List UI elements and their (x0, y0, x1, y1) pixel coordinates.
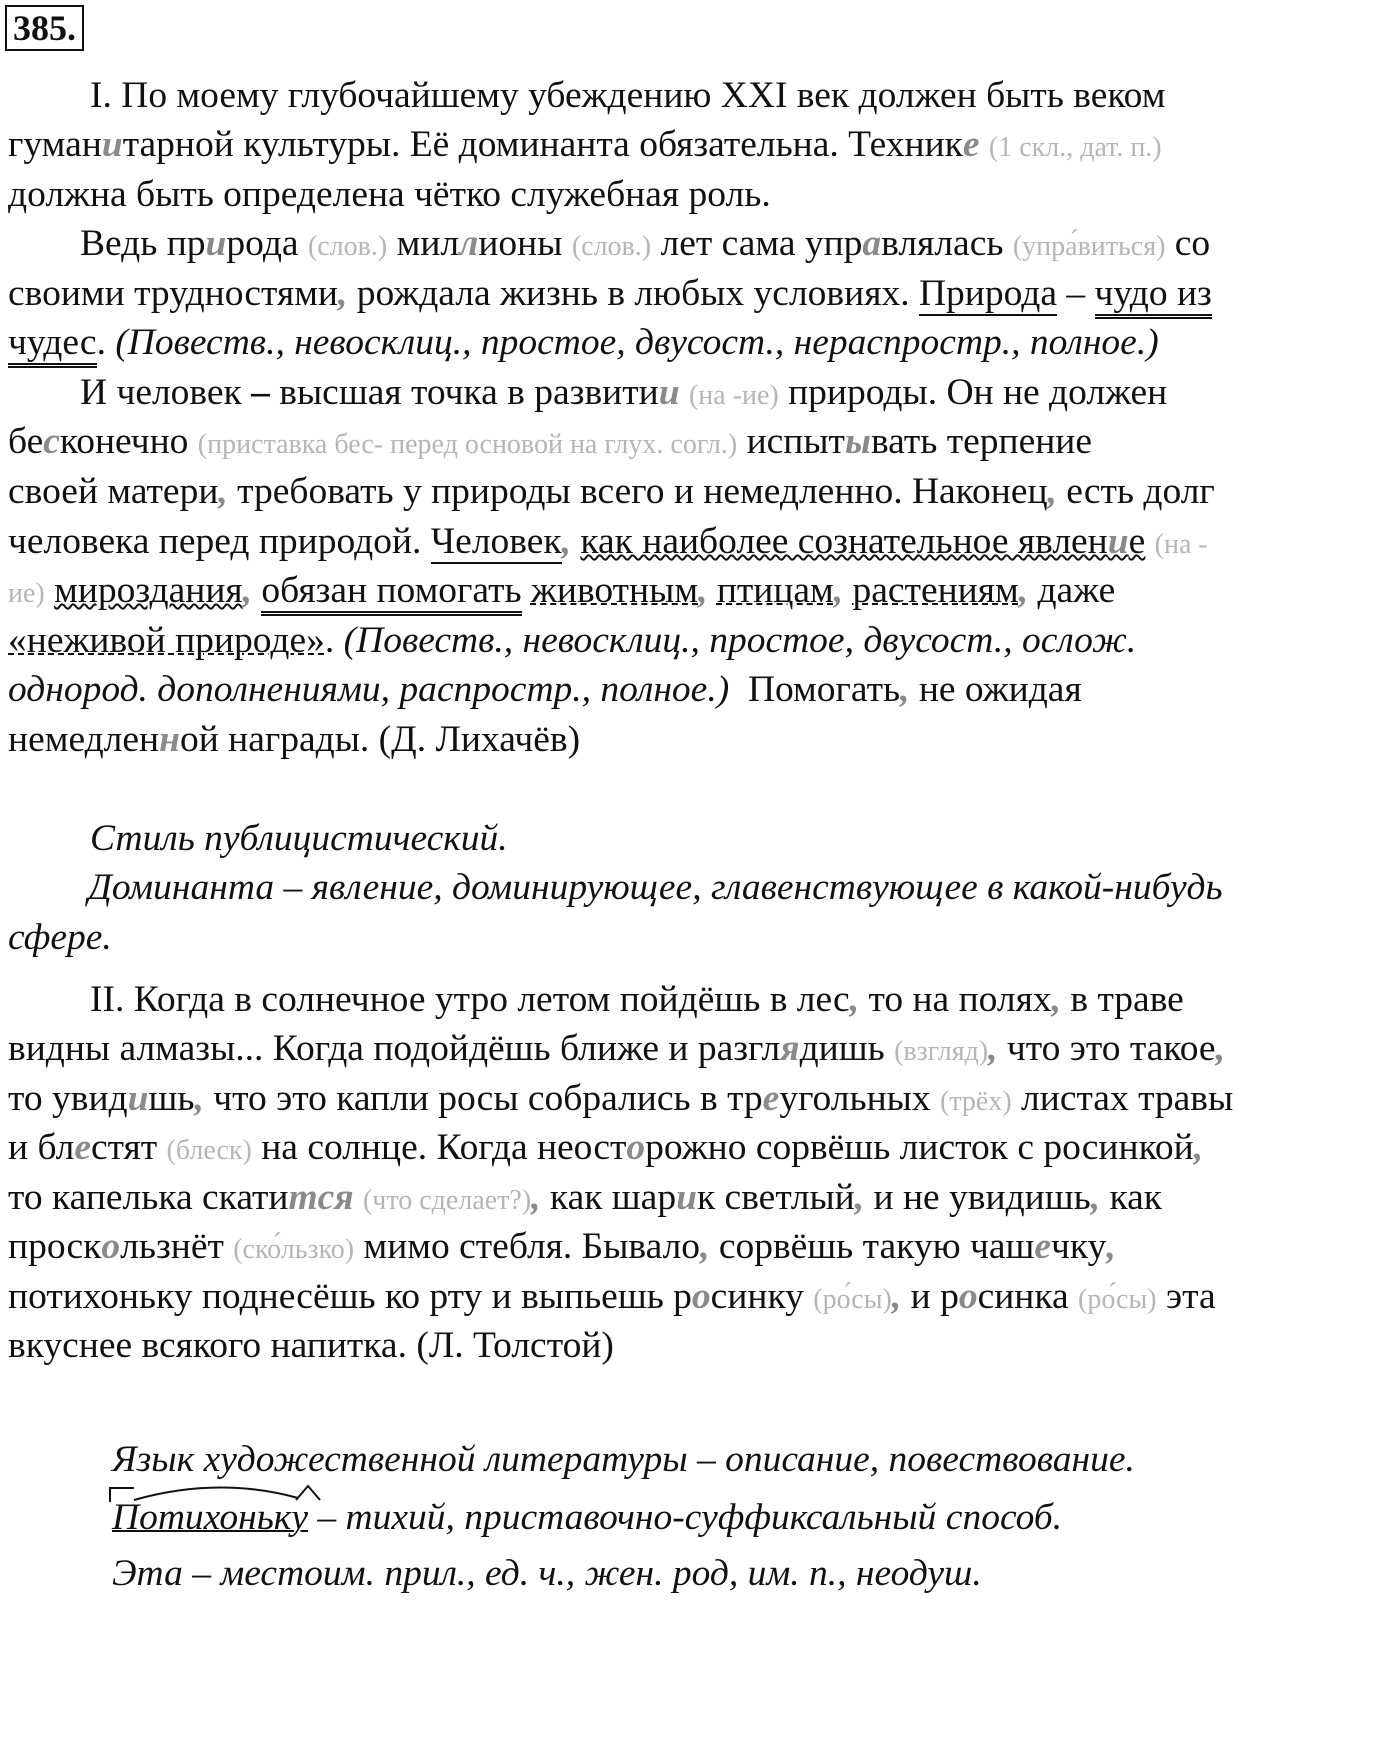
grammar-note: (приставка бес- перед основой на глух. согл.) (197, 429, 738, 460)
sentence-analysis: однород. дополнениями, распростр., полное.) (8, 669, 730, 710)
object: «неживой природе» (8, 620, 325, 661)
predicate: чудес (8, 322, 97, 368)
orthogram: е (762, 1078, 780, 1119)
orthogram: о (691, 1276, 711, 1317)
grammar-note: (1 скл., дат. п.) (988, 132, 1162, 163)
punctuation-mark: , (242, 570, 253, 611)
orthogram: и (1107, 521, 1129, 562)
text: то капелька скати (8, 1177, 289, 1218)
text: испыт (746, 421, 845, 462)
grammar-note: (что сделает?) (362, 1185, 532, 1216)
p4-line-6 (8, 1223, 1116, 1271)
grammar-note: (взгляд) (894, 1036, 989, 1067)
p3-line-6 (8, 617, 1136, 665)
p1-line-1 (90, 72, 1165, 120)
text: дишь (799, 1028, 885, 1069)
p3-line-5 (8, 567, 1115, 615)
punctuation-mark: , (194, 1078, 204, 1119)
predicate: чудо из (1095, 273, 1212, 319)
text: со (1174, 223, 1211, 264)
text: должна быть определена чётко служебная роль. (8, 174, 771, 215)
punctuation-mark: , (1106, 1226, 1116, 1267)
grammar-note: (блеск) (166, 1135, 252, 1166)
text: потихоньку поднесёшь ко рту и выпьешь р (8, 1276, 692, 1317)
p3-line-4 (8, 518, 1208, 566)
punctuation-mark: , (988, 1028, 998, 1069)
text: синку (710, 1276, 804, 1317)
sentence-analysis: (Повеств., невосклиц., простое, двусост., ослож. (343, 620, 1137, 661)
text: как шар (540, 1177, 677, 1218)
orthogram: а (862, 223, 882, 264)
orthogram: и (676, 1177, 697, 1218)
text: I. По моему глубочайшему убеждению XXI век должен быть веком (90, 75, 1166, 116)
text: бе (8, 421, 44, 462)
text: как (1100, 1177, 1162, 1218)
text: чку (1051, 1226, 1107, 1267)
orthogram: о (958, 1276, 978, 1317)
p2-line-1 (80, 220, 1210, 268)
text: даже (1037, 570, 1116, 611)
grammar-note: (упра́виться) (1012, 231, 1166, 262)
p3-line-2 (8, 418, 1092, 466)
text: конечно (59, 421, 189, 462)
orthogram: и (658, 372, 680, 413)
punctuation-mark: , (1090, 1177, 1101, 1218)
text: е (1128, 521, 1146, 562)
text: Потихоньку (112, 1497, 308, 1538)
text: шь (148, 1078, 195, 1119)
text: – тихий, приставочно-суффиксальный способ. (307, 1497, 1063, 1538)
p4-line-1 (90, 976, 1184, 1024)
orthogram: я (780, 1028, 800, 1069)
text: то увид (8, 1078, 128, 1119)
language-note: Язык художественной литературы – описание, повествование. (112, 1439, 1135, 1480)
text: в траве (1061, 979, 1184, 1020)
orthogram: е (962, 124, 980, 165)
punctuation-mark: , (854, 1177, 865, 1218)
style-note: Стиль публицистический. (90, 818, 508, 859)
apposition: мироздания (54, 570, 243, 611)
pronoun-analysis-note: Эта – местоим. прил., ед. ч., жен. род, им. п., неодуш. (112, 1553, 982, 1594)
punctuation-mark: , (1047, 471, 1057, 512)
text: . (324, 620, 335, 661)
object: животным (530, 570, 699, 611)
text: стят (90, 1127, 158, 1168)
text: природы. Он не должен (788, 372, 1168, 413)
punctuation-mark: , (338, 273, 348, 314)
text: высшая точка в развити (279, 372, 659, 413)
p4-line-7 (8, 1273, 1216, 1321)
grammar-note: (ро́сы) (813, 1284, 892, 1315)
text: льзнёт (120, 1226, 224, 1267)
punctuation-mark: , (849, 979, 860, 1020)
text: влялась (881, 223, 1004, 264)
text: проск (8, 1226, 102, 1267)
text: и р (901, 1276, 959, 1317)
grammar-note: (ско́льзко) (233, 1234, 355, 1265)
grammar-note: (на - (1154, 529, 1208, 560)
p3-line-8 (8, 716, 580, 764)
punctuation-mark: , (833, 570, 844, 611)
text: вкуснее всякого напитка. (Л. Толстой) (8, 1325, 614, 1366)
grammar-note: ие) (8, 578, 45, 609)
text: к светлый (696, 1177, 855, 1218)
punctuation-mark: , (531, 1177, 541, 1218)
text: то на полях (859, 979, 1052, 1020)
text: гуман (8, 124, 102, 165)
p3-line-7 (8, 666, 1082, 714)
text: Ведь пр (80, 223, 206, 264)
analyzed-word (112, 1494, 308, 1542)
orthogram: о (626, 1127, 646, 1168)
punctuation-mark: , (891, 1276, 902, 1317)
punctuation-mark: , (1051, 979, 1061, 1020)
orthogram: ы (844, 421, 871, 462)
text: требовать у природы всего и немедленно. Наконец (227, 471, 1048, 512)
sentence-analysis: (Повеств., невосклиц., простое, двусост., нераспростр., полное.) (115, 322, 1159, 363)
grammar-note: (ро́сы) (1078, 1284, 1157, 1315)
punctuation-mark: , (218, 471, 228, 512)
text: своими трудностями (8, 273, 338, 314)
subject: Природа (918, 273, 1057, 314)
text: тарной культуры. Её доминанта обязательна. Техник (122, 124, 963, 165)
text: что это такое (997, 1028, 1216, 1069)
text: – (1066, 273, 1086, 314)
text: мил (396, 223, 460, 264)
orthogram: е (1034, 1226, 1052, 1267)
punctuation-mark: , (698, 570, 708, 611)
text: как наиболее сознательное явлен (580, 521, 1108, 562)
orthogram: л (459, 223, 479, 264)
punctuation-mark: , (700, 1226, 710, 1267)
p1-line-3 (8, 171, 771, 219)
text: есть долг (1056, 471, 1215, 512)
text: человека перед природой. (8, 521, 422, 562)
text: угольных (779, 1078, 931, 1119)
text: сорвёшь такую чаш (709, 1226, 1035, 1267)
grammar-note: (слов.) (571, 231, 652, 262)
p3-line-1 (80, 369, 1167, 417)
text: и не увидишь (864, 1177, 1091, 1218)
text: на солнце. Когда неост (261, 1127, 627, 1168)
text: Помогать (747, 669, 901, 710)
text: синка (977, 1276, 1069, 1317)
text: ой награды. (Д. Лихачёв) (179, 719, 581, 760)
p4-line-8 (8, 1322, 614, 1370)
text: лет сама упр (660, 223, 863, 264)
text: эта (1166, 1276, 1216, 1317)
text: и бл (8, 1127, 75, 1168)
p2-line-3 (8, 319, 1159, 367)
text: листах травы (1021, 1078, 1234, 1119)
p1-line-2 (8, 121, 1162, 169)
punctuation-mark: , (561, 521, 572, 562)
punctuation-mark: , (1018, 570, 1029, 611)
p3-line-3 (8, 468, 1215, 516)
definition-line-1: Доминанта – явление, доминирующее, главенствующее в какой-нибудь (88, 867, 1223, 908)
punctuation-mark: , (1193, 1127, 1204, 1168)
grammar-note: (слов.) (307, 231, 388, 262)
predicate: обязан помогать (261, 570, 521, 616)
text: своей матери (8, 471, 219, 512)
subject: Человек (430, 521, 562, 562)
orthogram: тся (288, 1177, 354, 1218)
punctuation-mark: , (900, 669, 910, 710)
object: птицам (716, 570, 834, 611)
p4-line-3 (8, 1075, 1233, 1123)
p4-line-4 (8, 1124, 1203, 1172)
text: немедлен (8, 719, 160, 760)
word-analysis-note (112, 1494, 1062, 1542)
morpheme-marks-icon (108, 1480, 338, 1506)
orthogram: о (101, 1226, 121, 1267)
orthogram: е (74, 1127, 91, 1168)
text: рождала жизнь в любых условиях. (347, 273, 910, 314)
p2-line-2 (8, 270, 1212, 318)
apposition (580, 521, 1145, 562)
grammar-note: (трёх) (940, 1086, 1012, 1117)
orthogram: и (127, 1078, 149, 1119)
object: растениям (852, 570, 1019, 611)
p4-line-5 (8, 1174, 1162, 1222)
text: рожно сорвёшь листок с росинкой (645, 1127, 1194, 1168)
orthogram: и (205, 223, 227, 264)
orthogram: и (101, 124, 123, 165)
text: мимо стебля. Бывало (363, 1226, 701, 1267)
text: – (251, 372, 270, 413)
text: . (96, 322, 106, 363)
definition-line-2: сфере. (8, 917, 112, 958)
orthogram: н (159, 719, 180, 760)
text: вать терпение (870, 421, 1092, 462)
exercise-number: 385. (5, 5, 84, 51)
text: ионы (478, 223, 563, 264)
text: II. Когда в солнечное утро летом пойдёшь в лес (90, 979, 850, 1020)
punctuation-mark: , (1215, 1028, 1225, 1069)
orthogram: с (43, 421, 60, 462)
grammar-note: (на -ие) (688, 380, 779, 411)
text: видны алмазы... Когда подойдёшь ближе и разгл (8, 1028, 781, 1069)
text: рода (226, 223, 299, 264)
text: что это капли росы собрались в тр (203, 1078, 763, 1119)
text: не ожидая (909, 669, 1082, 710)
p4-line-2 (8, 1025, 1225, 1073)
text: И человек (80, 372, 242, 413)
